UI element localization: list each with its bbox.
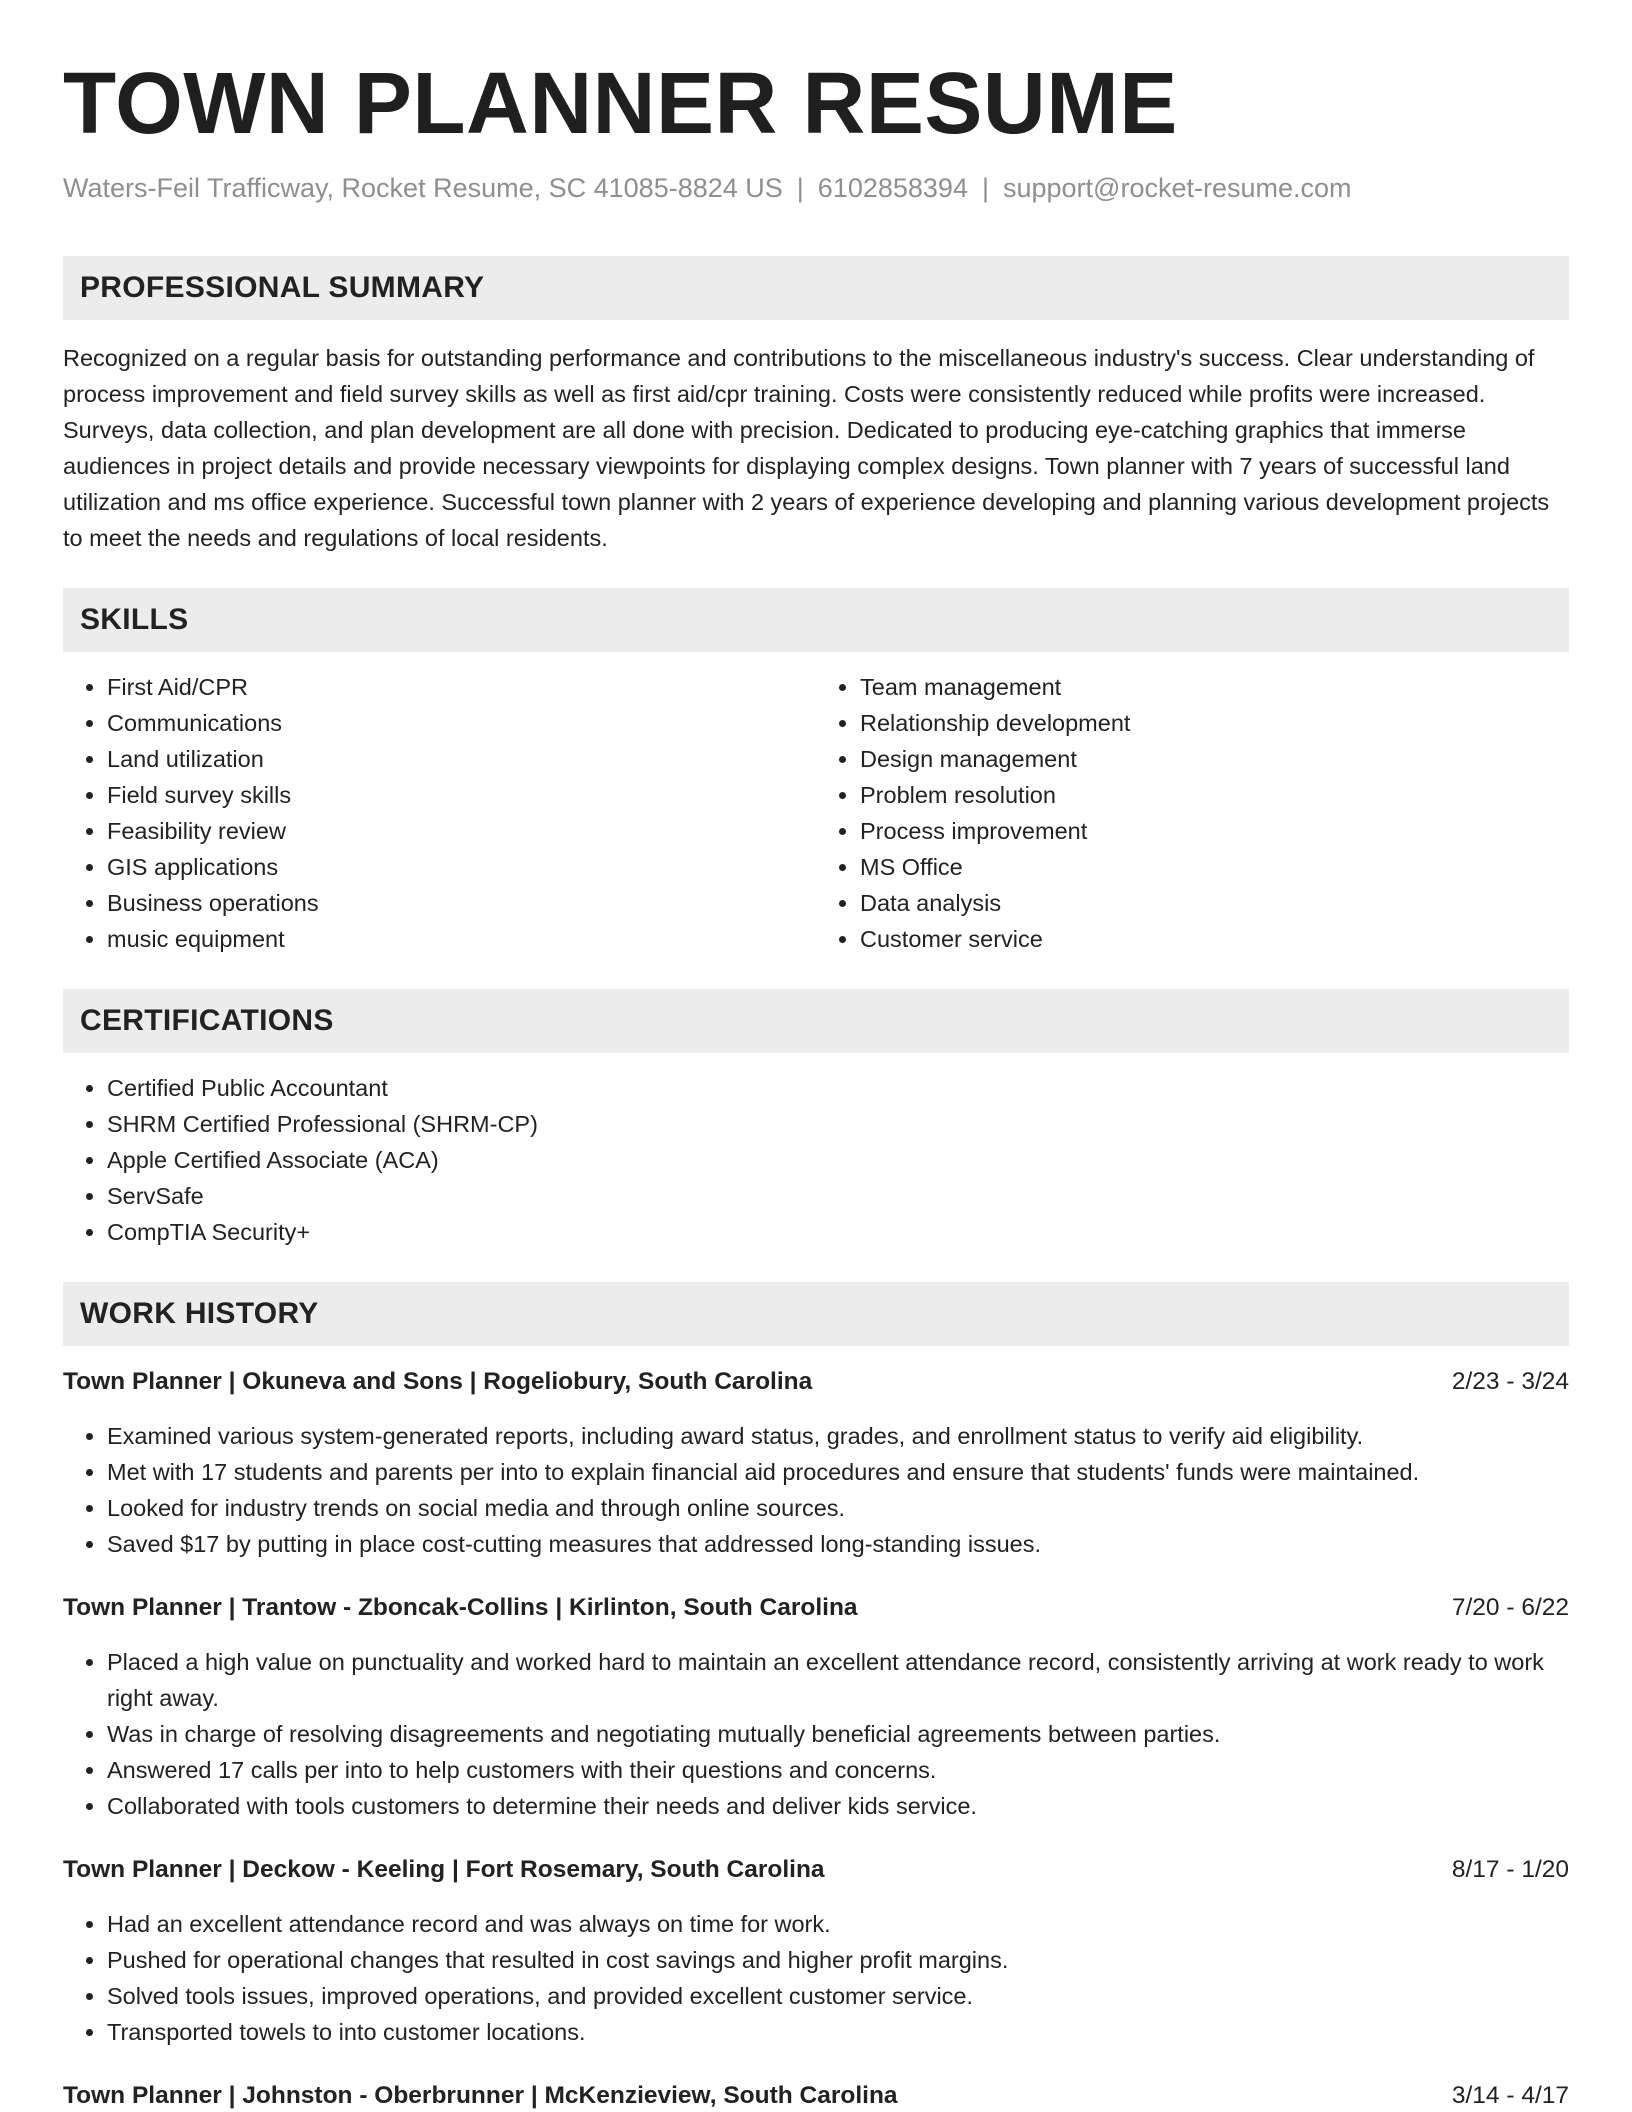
contact-line: [63, 170, 1569, 206]
job-dates: 2/23 - 3/24: [1451, 1368, 1569, 1395]
skills-list-right: [816, 669, 1569, 957]
job-bullet: • Answered 17 calls per into to help customers with their questions and concerns.: [107, 1752, 1569, 1788]
job-dates: 3/14 - 4/17: [1451, 2082, 1569, 2109]
summary-section-header: [63, 256, 1569, 320]
skill-item: • Design management: [860, 741, 1569, 777]
job-title: Town Planner | Okuneva and Sons | Rogeliobury, South Carolina: [63, 1368, 813, 1395]
certification-item: • Certified Public Accountant: [107, 1070, 1569, 1106]
summary-text: Recognized on a regular basis for outstanding performance and contributions to the miscellaneous industry's success. Clear understanding of process improvement and field survey skills as well as first aid/cpr training. Costs were consistently reduced while profits were increased. Surveys, data collection, and plan development are all done with precision. Dedicated to producing eye-catching graphics that immerse audiences in project details and provide necessary viewpoints for displaying complex designs. Town planner with 7 years of successful land utilization and ms office experience. Successful town planner with 2 years of experience developing and planning various development projects to meet the needs and regulations of local residents.: [63, 345, 1550, 551]
job-entry: [63, 1590, 1569, 1824]
skill-item: • Business operations: [107, 885, 816, 921]
skill-item: • Problem resolution: [860, 777, 1569, 813]
job-bullet: • Placed a high value on punctuality and worked hard to maintain an excellent attendance record, consistently arriving at work ready to work right away.: [107, 1644, 1569, 1716]
skill-item: • Communications: [107, 705, 816, 741]
certifications-list: [63, 1070, 1569, 1250]
job-bullet: • Had an excellent attendance record and was always on time for work.: [107, 1906, 1569, 1942]
summary-section-title: PROFESSIONAL SUMMARY: [80, 271, 485, 304]
job-bullet: • Was in charge of resolving disagreements and negotiating mutually beneficial agreements between parties.: [107, 1716, 1569, 1752]
skills-section-title: SKILLS: [80, 603, 189, 636]
job-bullet: • Pushed for operational changes that resulted in cost savings and higher profit margins.: [107, 1942, 1569, 1978]
job-heading-row: [63, 1364, 1569, 1400]
contact-address: Waters-Feil Trafficway, Rocket Resume, SC 41085-8824 US: [63, 173, 783, 203]
job-heading-row: [63, 1852, 1569, 1888]
job-heading-row: [63, 2078, 1569, 2112]
skills-list-left: [63, 669, 816, 957]
skill-item: • Land utilization: [107, 741, 816, 777]
work-section-title: WORK HISTORY: [80, 1297, 319, 1330]
job-bullet: • Met with 17 students and parents per into to explain financial aid procedures and ensure that students' funds were maintained.: [107, 1454, 1569, 1490]
skill-item: • Customer service: [860, 921, 1569, 957]
job-dates: 7/20 - 6/22: [1451, 1594, 1569, 1621]
job-bullet: • Collaborated with tools customers to determine their needs and deliver kids service.: [107, 1788, 1569, 1824]
certification-item: • SHRM Certified Professional (SHRM-CP): [107, 1106, 1569, 1142]
job-dates: 8/17 - 1/20: [1451, 1856, 1569, 1883]
skill-item: • Data analysis: [860, 885, 1569, 921]
resume-title: TOWN PLANNER RESUME: [63, 55, 1178, 152]
certification-item: • Apple Certified Associate (ACA): [107, 1142, 1569, 1178]
job-bullet-list: [63, 1644, 1569, 1824]
skill-item: • music equipment: [107, 921, 816, 957]
skill-item: • Field survey skills: [107, 777, 816, 813]
job-heading-row: [63, 1590, 1569, 1626]
skill-item: • Team management: [860, 669, 1569, 705]
job-entry: [63, 2078, 1569, 2112]
contact-phone: 6102858394: [817, 173, 968, 203]
job-bullet-list: [63, 1906, 1569, 2050]
skills-grid: [63, 669, 1569, 957]
certification-item: • ServSafe: [107, 1178, 1569, 1214]
skill-item: • First Aid/CPR: [107, 669, 816, 705]
skill-item: • GIS applications: [107, 849, 816, 885]
job-title: Town Planner | Johnston - Oberbrunner | McKenzieview, South Carolina: [63, 2082, 898, 2109]
skill-item: • Process improvement: [860, 813, 1569, 849]
job-bullet: • Saved $17 by putting in place cost-cutting measures that addressed long-standing issues.: [107, 1526, 1569, 1562]
contact-separator: |: [981, 173, 989, 203]
job-bullet-list: [63, 1418, 1569, 1562]
skill-item: • Feasibility review: [107, 813, 816, 849]
job-bullet: • Looked for industry trends on social media and through online sources.: [107, 1490, 1569, 1526]
certification-item: • CompTIA Security+: [107, 1214, 1569, 1250]
job-title: Town Planner | Trantow - Zboncak-Collins | Kirlinton, South Carolina: [63, 1594, 858, 1621]
job-entry: [63, 1852, 1569, 2050]
skills-section-header: [63, 588, 1569, 652]
job-bullet: • Examined various system-generated reports, including award status, grades, and enrollment status to verify aid eligibility.: [107, 1418, 1569, 1454]
contact-email[interactable]: support@rocket-resume.com: [1002, 173, 1352, 203]
certifications-section-title: CERTIFICATIONS: [80, 1004, 334, 1037]
contact-separator: |: [796, 173, 804, 203]
certifications-section-header: [63, 989, 1569, 1053]
job-bullet: • Transported towels to into customer locations.: [107, 2014, 1569, 2050]
skill-item: • Relationship development: [860, 705, 1569, 741]
skill-item: • MS Office: [860, 849, 1569, 885]
job-bullet: • Solved tools issues, improved operations, and provided excellent customer service.: [107, 1978, 1569, 2014]
job-entry: [63, 1364, 1569, 1562]
job-title: Town Planner | Deckow - Keeling | Fort Rosemary, South Carolina: [63, 1856, 825, 1883]
work-section-header: [63, 1282, 1569, 1346]
